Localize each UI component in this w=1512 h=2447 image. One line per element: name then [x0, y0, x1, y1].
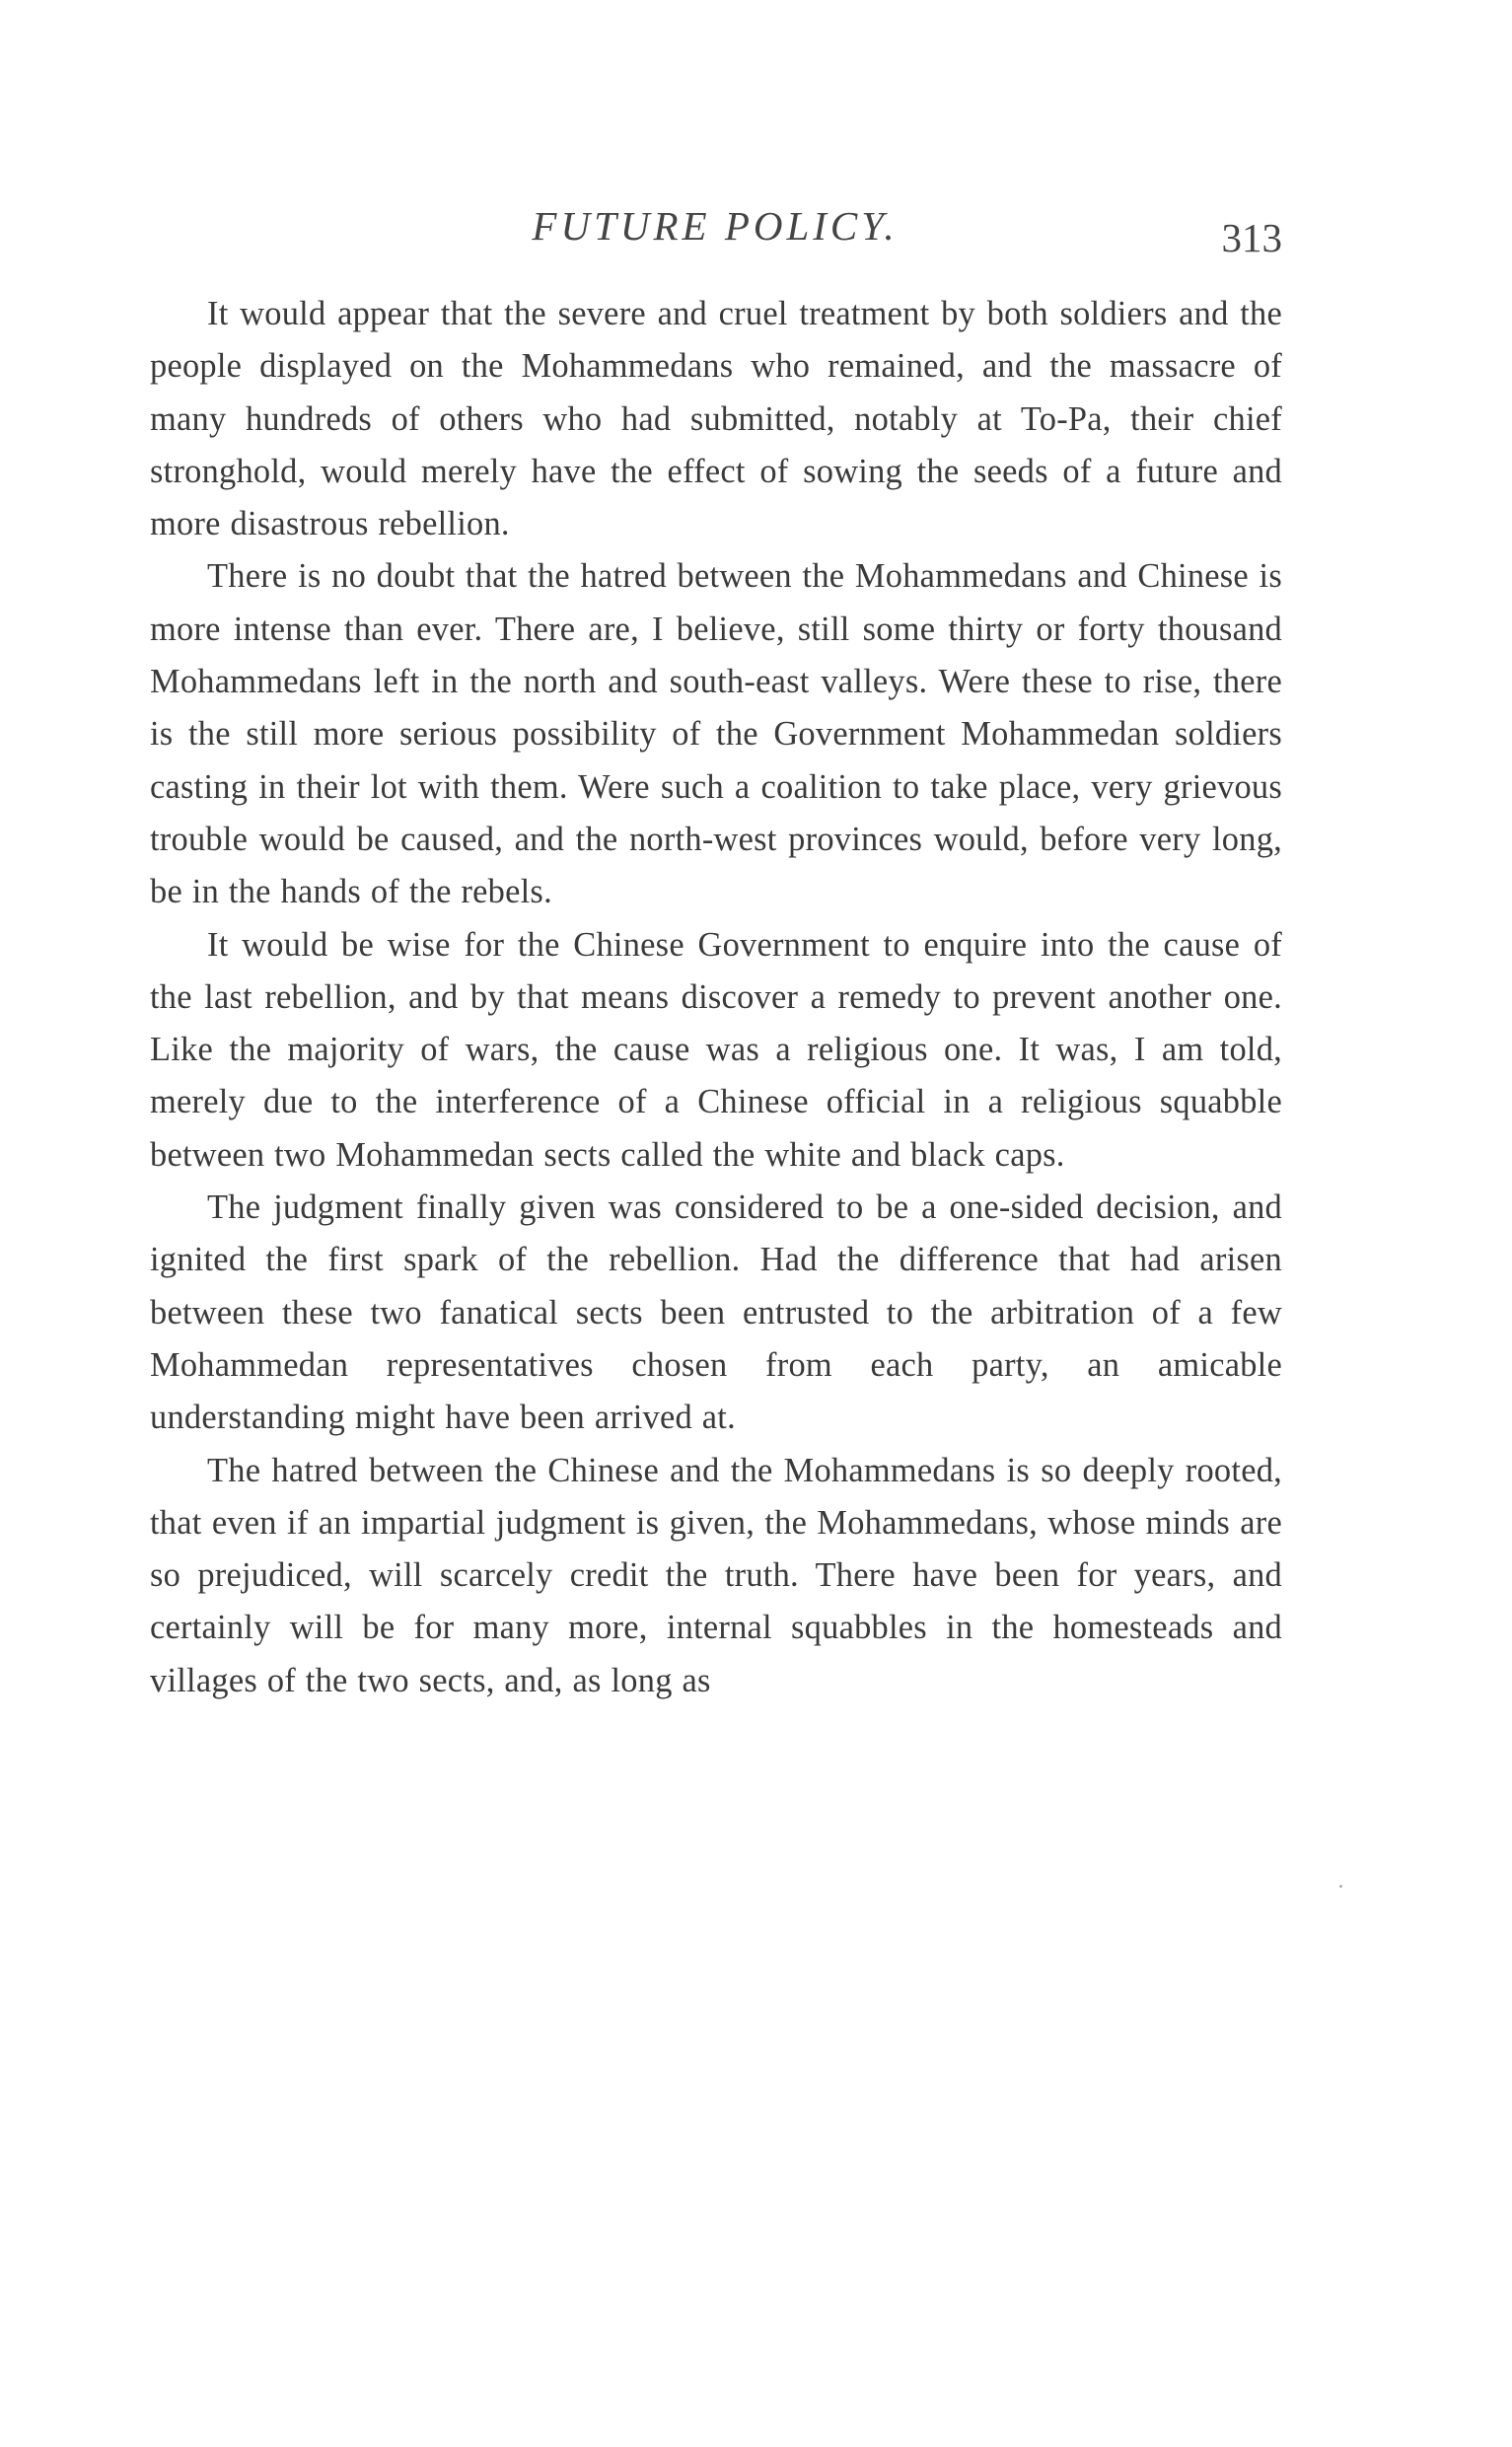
- paragraph-5: The hatred between the Chinese and the Mohammedans is so deeply rooted, that even if an impartial judgment is given, the Mohammedans, whose minds are so prejudiced, will scarcely credit the truth. There have been for years, and certainly will be for many more, internal squabbles in the homesteads and villages of the two sects, and, as long as: [150, 1451, 1282, 1699]
- running-title: FUTURE POLICY.: [532, 203, 899, 249]
- page-number: 313: [1221, 215, 1282, 260]
- body-text: [150, 288, 1282, 1707]
- paragraph-1: It would appear that the severe and cruel treatment by both soldiers and the people displayed on the Mohammedans who remained, and the massacre of many hundreds of others who had submitted, notably at To-Pa, their chief stronghold, would merely have the effect of sowing the seeds of a future and more disastrous rebellion.: [150, 295, 1282, 543]
- paragraph-2: There is no doubt that the hatred between the Mohammedans and Chinese is more intense than ever. There are, I believe, still some thirty or forty thousand Mohammedans left in the north and south-east valleys. Were these to rise, there is the still more serious possibility of the Government Mohammedan soldiers casting in their lot with them. Were such a coalition to take place, very grievous trouble would be caused, and the north-west provinces would, before very long, be in the hands of the rebels.: [150, 557, 1282, 911]
- running-head: [148, 202, 1282, 261]
- paragraph-3: It would be wise for the Chinese Government to enquire into the cause of the last rebellion, and by that means discover a remedy to prevent another one. Like the majority of wars, the cause was a religious one. It was, I am told, merely due to the interference of a Chinese official in a religious squabble between two Mohammedan sects called the white and black caps.: [150, 925, 1282, 1174]
- paragraph-4: The judgment finally given was considered to be a one-sided decision, and ignited the first spark of the rebellion. Had the difference that had arisen between these two fanatical sects been entrusted to the arbitration of a few Mohammedan representatives chosen from each party, an amicable understanding might have been arrived at.: [150, 1188, 1282, 1437]
- paper-speck: [1339, 1885, 1342, 1888]
